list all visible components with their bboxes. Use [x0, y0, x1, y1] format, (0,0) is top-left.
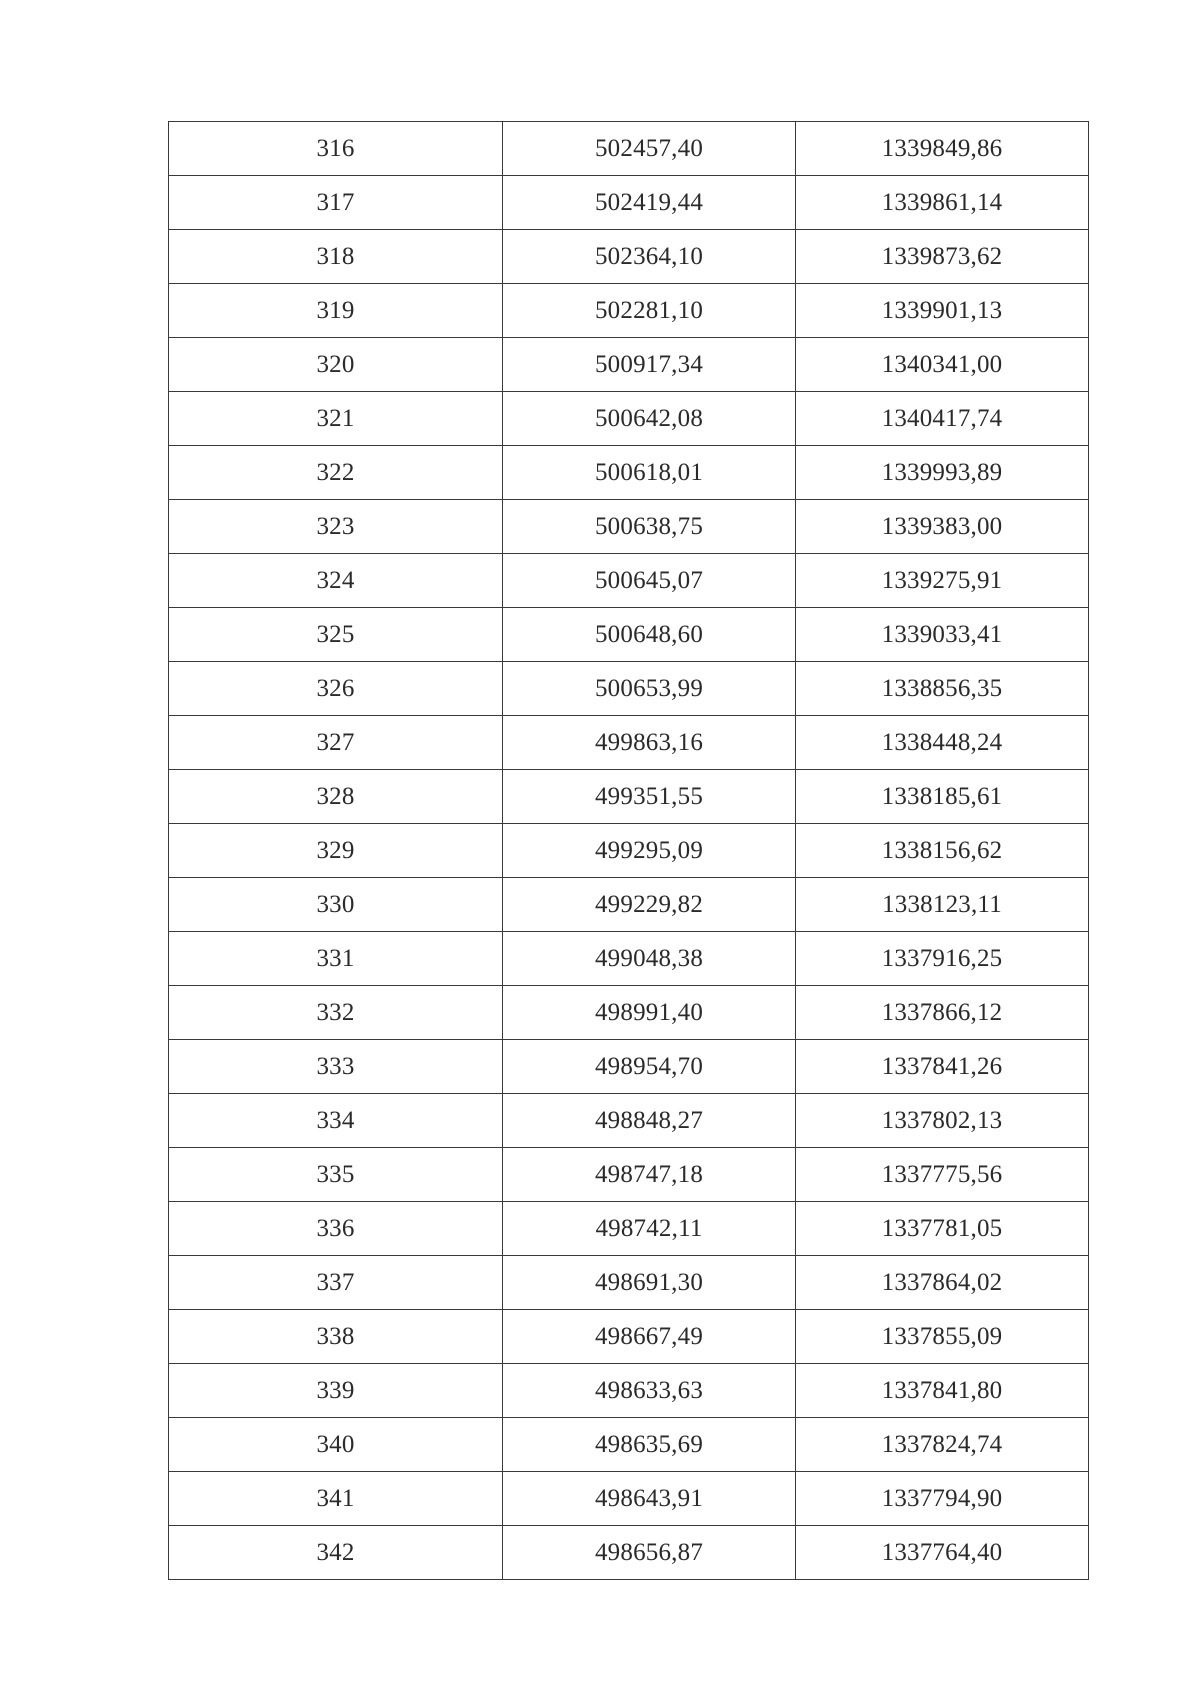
table-row: [169, 392, 1089, 446]
y-coordinate-cell: 1338156,62: [796, 824, 1089, 878]
point-number-cell: 327: [169, 716, 503, 770]
y-coordinate-cell: 1338185,61: [796, 770, 1089, 824]
table-row: [169, 716, 1089, 770]
point-number-cell: 325: [169, 608, 503, 662]
table-row: [169, 932, 1089, 986]
table-row: [169, 1310, 1089, 1364]
y-coordinate-cell: 1339383,00: [796, 500, 1089, 554]
table-row: [169, 986, 1089, 1040]
x-coordinate-cell: 499863,16: [503, 716, 796, 770]
y-coordinate-cell: 1337864,02: [796, 1256, 1089, 1310]
table-row: [169, 608, 1089, 662]
x-coordinate-cell: 498633,63: [503, 1364, 796, 1418]
y-coordinate-cell: 1339873,62: [796, 230, 1089, 284]
point-number-cell: 317: [169, 176, 503, 230]
point-number-cell: 330: [169, 878, 503, 932]
y-coordinate-cell: 1339993,89: [796, 446, 1089, 500]
table-row: [169, 1040, 1089, 1094]
y-coordinate-cell: 1338123,11: [796, 878, 1089, 932]
y-coordinate-cell: 1337866,12: [796, 986, 1089, 1040]
table-row: [169, 1472, 1089, 1526]
point-number-cell: 321: [169, 392, 503, 446]
point-number-cell: 320: [169, 338, 503, 392]
y-coordinate-cell: 1339901,13: [796, 284, 1089, 338]
y-coordinate-cell: 1337775,56: [796, 1148, 1089, 1202]
x-coordinate-cell: 500638,75: [503, 500, 796, 554]
table-row: [169, 176, 1089, 230]
point-number-cell: 333: [169, 1040, 503, 1094]
point-number-cell: 323: [169, 500, 503, 554]
x-coordinate-cell: 502419,44: [503, 176, 796, 230]
point-number-cell: 316: [169, 122, 503, 176]
x-coordinate-cell: 502364,10: [503, 230, 796, 284]
x-coordinate-cell: 500653,99: [503, 662, 796, 716]
x-coordinate-cell: 500618,01: [503, 446, 796, 500]
x-coordinate-cell: 498667,49: [503, 1310, 796, 1364]
coordinates-table-body: [169, 122, 1089, 1580]
x-coordinate-cell: 498747,18: [503, 1148, 796, 1202]
point-number-cell: 331: [169, 932, 503, 986]
y-coordinate-cell: 1337802,13: [796, 1094, 1089, 1148]
x-coordinate-cell: 500645,07: [503, 554, 796, 608]
table-row: [169, 1526, 1089, 1580]
y-coordinate-cell: 1337824,74: [796, 1418, 1089, 1472]
y-coordinate-cell: 1337916,25: [796, 932, 1089, 986]
table-row: [169, 122, 1089, 176]
point-number-cell: 324: [169, 554, 503, 608]
point-number-cell: 337: [169, 1256, 503, 1310]
table-row: [169, 554, 1089, 608]
table-row: [169, 338, 1089, 392]
point-number-cell: 339: [169, 1364, 503, 1418]
table-row: [169, 1256, 1089, 1310]
point-number-cell: 319: [169, 284, 503, 338]
x-coordinate-cell: 502281,10: [503, 284, 796, 338]
table-row: [169, 500, 1089, 554]
x-coordinate-cell: 498991,40: [503, 986, 796, 1040]
y-coordinate-cell: 1337855,09: [796, 1310, 1089, 1364]
y-coordinate-cell: 1337794,90: [796, 1472, 1089, 1526]
point-number-cell: 336: [169, 1202, 503, 1256]
y-coordinate-cell: 1338856,35: [796, 662, 1089, 716]
point-number-cell: 334: [169, 1094, 503, 1148]
table-row: [169, 770, 1089, 824]
table-row: [169, 878, 1089, 932]
x-coordinate-cell: 498954,70: [503, 1040, 796, 1094]
x-coordinate-cell: 498656,87: [503, 1526, 796, 1580]
table-row: [169, 1094, 1089, 1148]
point-number-cell: 322: [169, 446, 503, 500]
y-coordinate-cell: 1339861,14: [796, 176, 1089, 230]
y-coordinate-cell: 1340341,00: [796, 338, 1089, 392]
y-coordinate-cell: 1340417,74: [796, 392, 1089, 446]
point-number-cell: 318: [169, 230, 503, 284]
x-coordinate-cell: 499295,09: [503, 824, 796, 878]
y-coordinate-cell: 1337781,05: [796, 1202, 1089, 1256]
x-coordinate-cell: 499229,82: [503, 878, 796, 932]
x-coordinate-cell: 499048,38: [503, 932, 796, 986]
x-coordinate-cell: 500917,34: [503, 338, 796, 392]
point-number-cell: 332: [169, 986, 503, 1040]
point-number-cell: 340: [169, 1418, 503, 1472]
table-row: [169, 284, 1089, 338]
y-coordinate-cell: 1338448,24: [796, 716, 1089, 770]
table-row: [169, 1418, 1089, 1472]
y-coordinate-cell: 1337841,80: [796, 1364, 1089, 1418]
y-coordinate-cell: 1337841,26: [796, 1040, 1089, 1094]
x-coordinate-cell: 498742,11: [503, 1202, 796, 1256]
y-coordinate-cell: 1339033,41: [796, 608, 1089, 662]
x-coordinate-cell: 502457,40: [503, 122, 796, 176]
point-number-cell: 329: [169, 824, 503, 878]
y-coordinate-cell: 1339849,86: [796, 122, 1089, 176]
table-row: [169, 1364, 1089, 1418]
point-number-cell: 338: [169, 1310, 503, 1364]
point-number-cell: 342: [169, 1526, 503, 1580]
x-coordinate-cell: 498635,69: [503, 1418, 796, 1472]
point-number-cell: 326: [169, 662, 503, 716]
x-coordinate-cell: 498848,27: [503, 1094, 796, 1148]
table-row: [169, 230, 1089, 284]
x-coordinate-cell: 498643,91: [503, 1472, 796, 1526]
table-row: [169, 662, 1089, 716]
point-number-cell: 341: [169, 1472, 503, 1526]
table-row: [169, 824, 1089, 878]
coordinates-table: [168, 121, 1089, 1580]
y-coordinate-cell: 1337764,40: [796, 1526, 1089, 1580]
x-coordinate-cell: 498691,30: [503, 1256, 796, 1310]
point-number-cell: 335: [169, 1148, 503, 1202]
table-row: [169, 446, 1089, 500]
x-coordinate-cell: 499351,55: [503, 770, 796, 824]
point-number-cell: 328: [169, 770, 503, 824]
y-coordinate-cell: 1339275,91: [796, 554, 1089, 608]
table-row: [169, 1202, 1089, 1256]
x-coordinate-cell: 500648,60: [503, 608, 796, 662]
table-row: [169, 1148, 1089, 1202]
x-coordinate-cell: 500642,08: [503, 392, 796, 446]
